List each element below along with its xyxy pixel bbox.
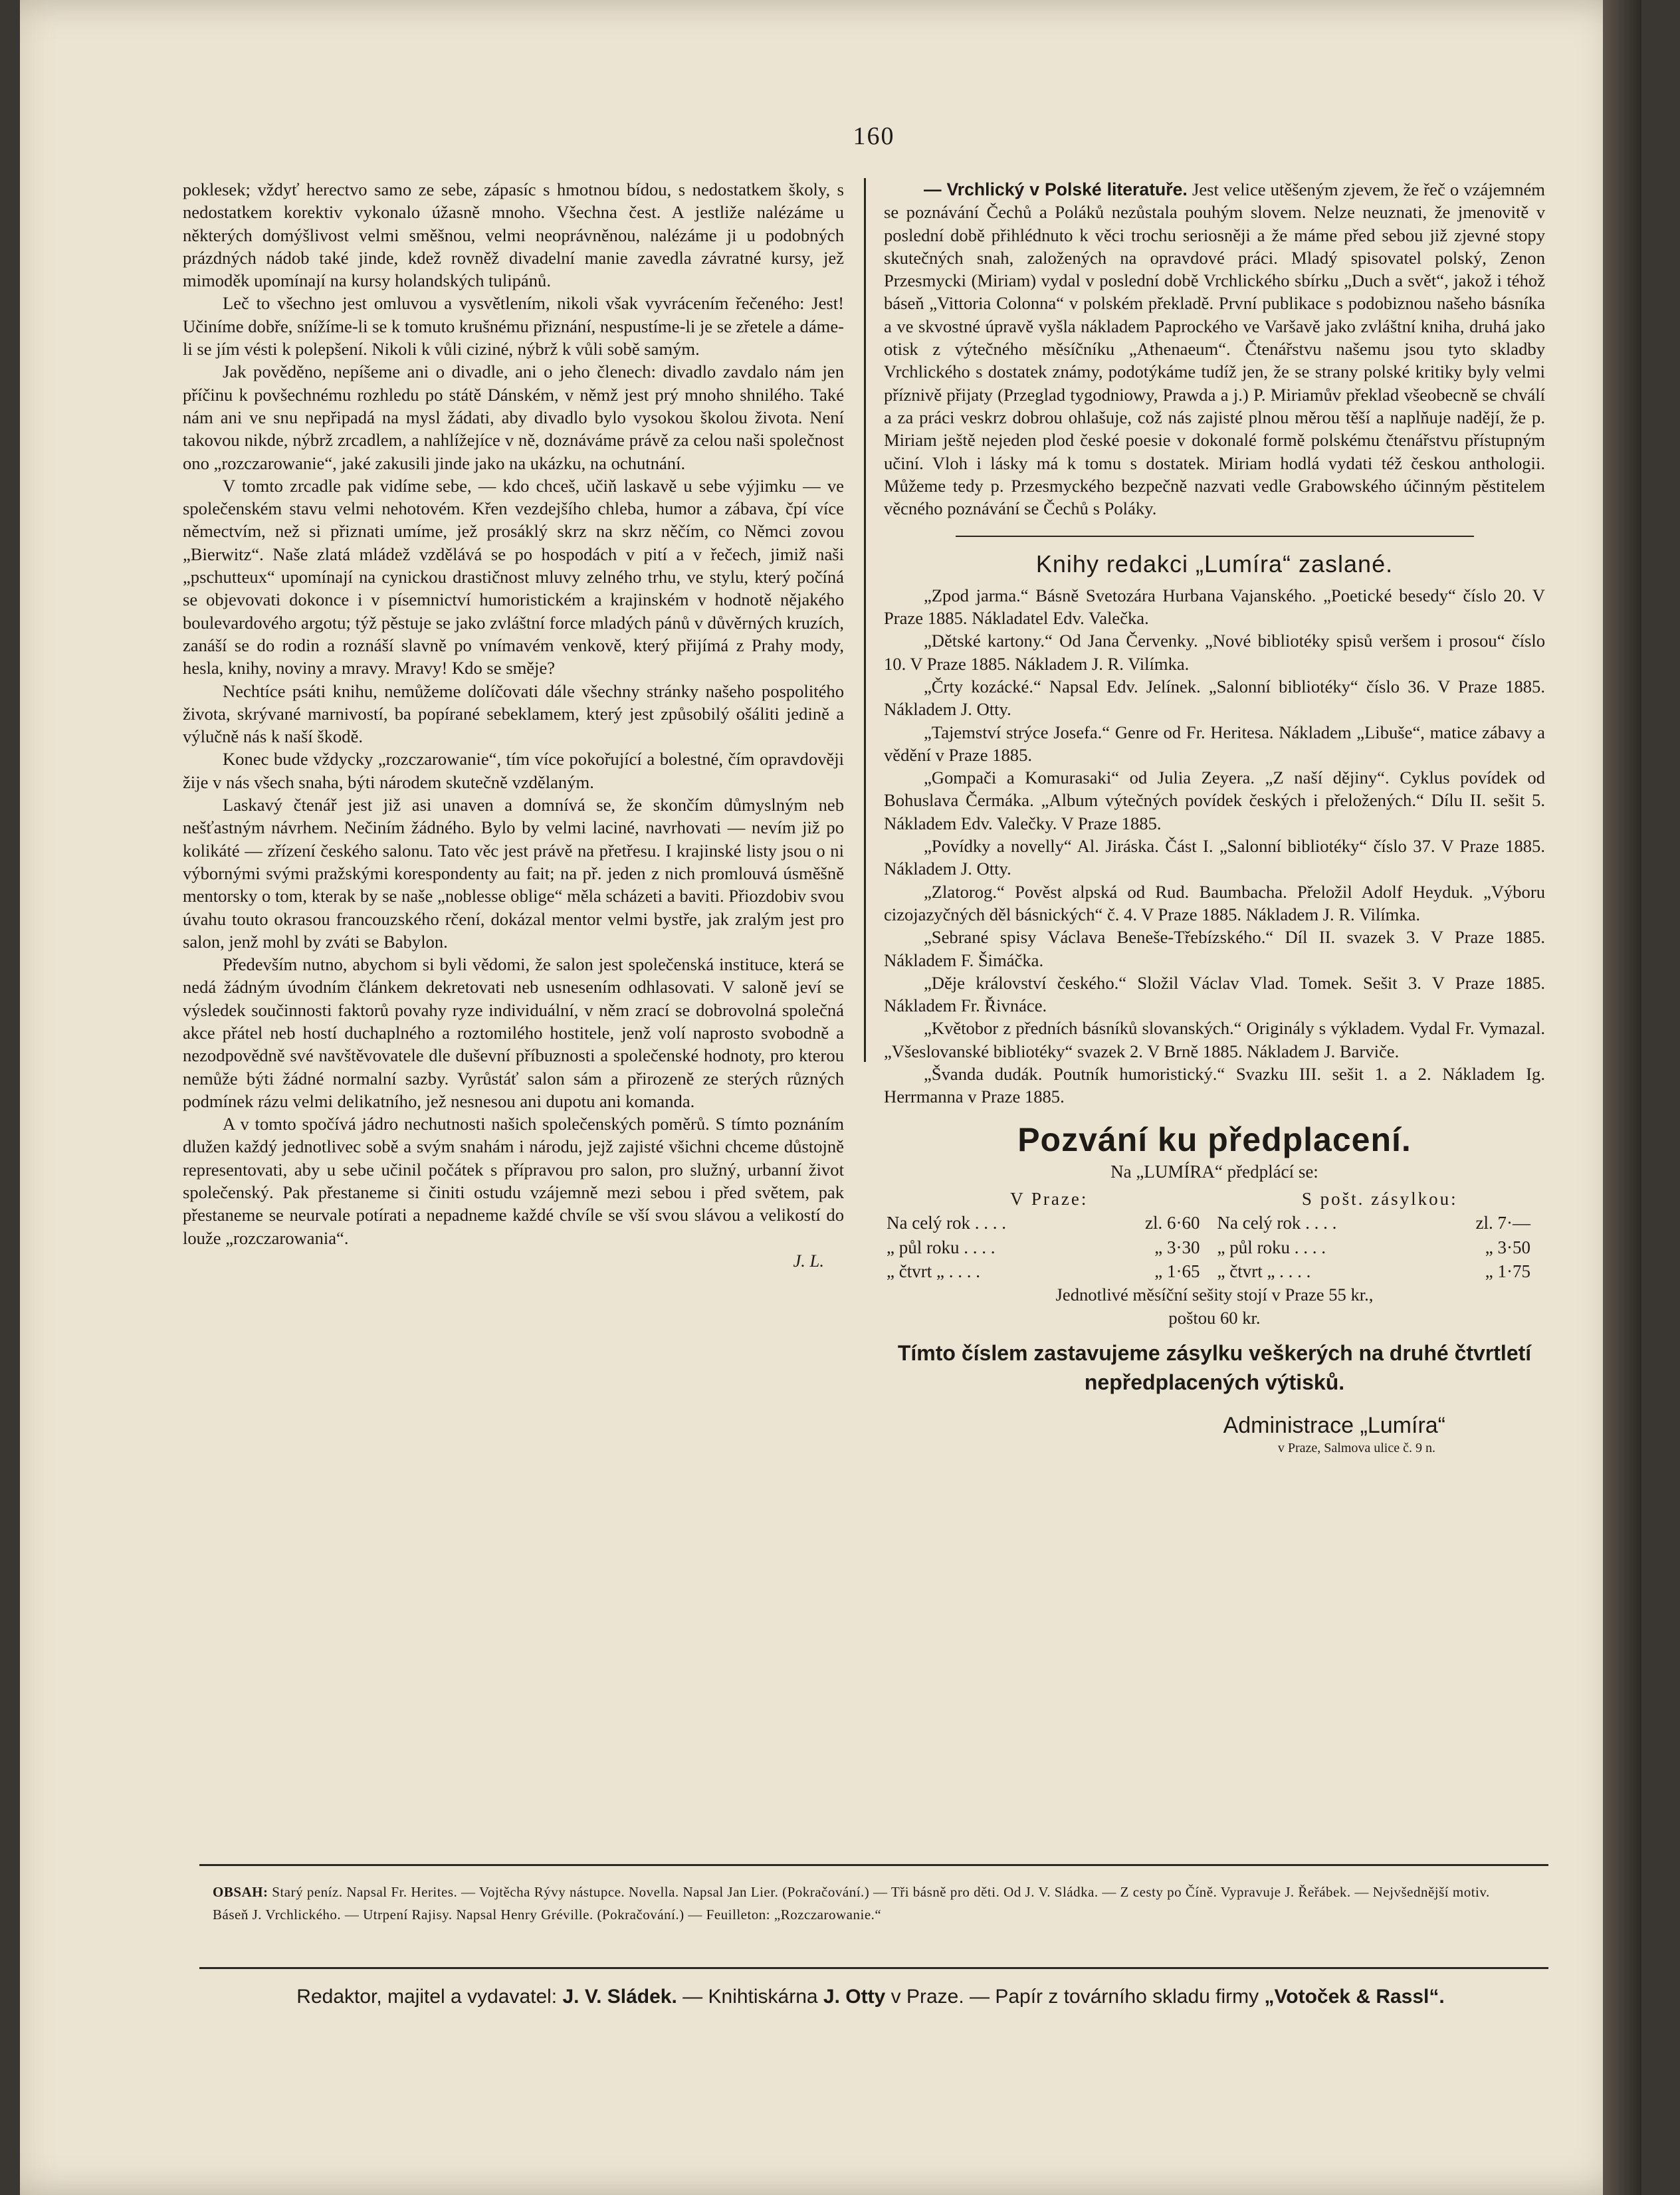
imprint-paper: „Votoček & Rassl“. bbox=[1264, 1986, 1445, 2008]
imprint-prefix: Redaktor, majitel a vydavatel: bbox=[296, 1986, 563, 2008]
imprint-editor: J. V. Sládek. bbox=[562, 1986, 677, 2008]
subscription-title: Pozvání ku předplacení. bbox=[1017, 1120, 1412, 1158]
paragraph: A v tomto spočívá jádro nechutnosti našich společenských poměrů. S tímto poznáním dlužen každý jednotlivec sobě a svým snahám i národu, jejž zajisté všichni chceme důstojně representovati, aby u sebe učinil počátek s přípravou pro salon, pro služný, urbanní život společenský. Pak přestaneme si činiti ostudu vzájemně mezi sebou i před světem, pak přestaneme se neurvale potírati a nepadneme každé chvíle se vší svou slávou a velikostí do louže „rozczarowania“. bbox=[183, 1114, 844, 1248]
paragraph: Laskavý čtenář jest již asi unaven a domnívá se, že skončím důmyslným neb nešťastným návrhem. Nečiním žádného. Bylo by velmi laciné, navrhovati — nevím již po kolikáté — zřízení českého salonu. Tato věc jest právě na přetřesu. I krajinské listy jsou o ni výbornými svými pražskými korespondenty au fait; na př. jeden z nich promlouvá úsměšně mentorsky o tom, kterak by se naše „noblesse oblige“ měla scházeti a baviti. Přiozdobiv svou úvahu touto okrasou francouzského rčení, dokázal mentor velmi bystře, jak zralým jest pro salon, jenž mohl by zváti se Babylon. bbox=[183, 795, 844, 952]
books-title: Knihy redakci „Lumíra“ zaslané. bbox=[1035, 550, 1394, 578]
book-entry: „Tajemství strýce Josefa.“ Genre od Fr. Heritesa. Nákladem „Libuše“, matice zábavy a vědění v Praze 1885. bbox=[884, 722, 1545, 765]
single-issue-post: poštou 60 kr. bbox=[1168, 1307, 1261, 1328]
administration: Administrace „Lumíra“ bbox=[1223, 1412, 1445, 1438]
suspension-notice: Tímto číslem zastavujeme zásylku veškerých na druhé čtvrtletí nepředplacených výtisků. bbox=[897, 1340, 1532, 1394]
section-divider bbox=[956, 536, 1474, 537]
price-value: „ 3·50 bbox=[1485, 1237, 1530, 1257]
vrchlicky-heading: — Vrchlický v Polské literatuře. bbox=[924, 179, 1188, 199]
prague-header: V Praze: bbox=[1010, 1189, 1089, 1209]
imprint bbox=[193, 1986, 1548, 2008]
book-entry: „Dětské kartony.“ Od Jana Červenky. „Nové bibliotéky spisů veršem i prosou“ číslo 10. V Praze 1885. Nákladem J. R. Vilímka. bbox=[884, 631, 1545, 674]
price-label: „ čtvrt „ . . . . bbox=[887, 1261, 980, 1282]
price-row bbox=[884, 1235, 1545, 1259]
journal-page bbox=[20, 0, 1641, 2195]
price-row bbox=[884, 1259, 1545, 1283]
price-table bbox=[884, 1187, 1545, 1283]
paragraph: Leč to všechno jest omluvou a vysvětlením, nikoli však vyvrácením řečeného: Jest! Učiníme dobře, snížíme-li se k tomuto krušnému přiznání, nespustíme-li je se zřetele a dáme-li se jím vésti k polepšení. Nikoli k vůli ciziné, nýbrž k vůli sobě samým. bbox=[183, 293, 844, 360]
price-value: zl. 6·60 bbox=[1145, 1213, 1200, 1233]
price-table-header bbox=[884, 1187, 1545, 1211]
post-header: S pošt. zásylkou: bbox=[1301, 1189, 1458, 1209]
contents-label: OBSAH: bbox=[213, 1884, 268, 1900]
book-entry: „Květobor z předních básníků slovanských.“ Originály s výkladem. Vydal Fr. Vymazal. „Všeslovanské bibliotéky“ svazek 2. V Brně 1885. Nákladem J. Barviče. bbox=[884, 1018, 1545, 1061]
subscription-intro: Na „LUMÍRA“ předplácí se: bbox=[1110, 1161, 1318, 1182]
contents-top-rule bbox=[199, 1864, 1548, 1866]
price-label: Na celý rok . . . . bbox=[887, 1213, 1006, 1233]
contents-text: Starý peníz. Napsal Fr. Herites. — Vojtěcha Rývy nástupce. Novella. Napsal Jan Lier. (Pokračování.) — Tři básně pro děti. Od J. V. Sládka. — Z cesty po Číně. Vypravuje J. Řeřábek. — Nejvšednější motiv. Báseň J. Vrchlického. — Utrpení Rajisy. Napsal Henry Gréville. (Pokračování.) — Feuilleton: „Rozczarowanie.“ bbox=[213, 1884, 1490, 1923]
books-list bbox=[884, 584, 1545, 1108]
book-entry: „Zpod jarma.“ Básně Svetozára Hurbana Vajanského. „Poetické besedy“ číslo 20. V Praze 1885. Nákladatel Edv. Valečka. bbox=[884, 585, 1545, 629]
paragraph: poklesek; vždyť herectvo samo ze sebe, zápasíc s hmotnou bídou, s nedostatkem školy, s nedostatkem korektiv vykonalo úžasně mnoho. Všechna čest. A jestliže nalézáme u některých domýšlivost velmi směšnou, velmi neoprávněnou, nalézáme ji u podobných prázdných nádob také jinde, kdež rovněž divadelní manie zavedla závratné kursy, jež mimoděk upomínají na kursy holandských tulipánů. bbox=[183, 179, 844, 291]
book-entry: „Povídky a novelly“ Al. Jiráska. Část I. „Salonní bibliotéky“ číslo 37. V Praze 1885. Nákladem J. Otty. bbox=[884, 836, 1545, 879]
paragraph: Konec bude vždycky „rozczarowanie“, tím více pokořující a bolestné, čím opravdověji žije v nás všech snaha, býti národem skutečně vzdělaným. bbox=[183, 749, 844, 792]
price-label: Na celý rok . . . . bbox=[1217, 1213, 1337, 1233]
price-value: „ 3·30 bbox=[1154, 1237, 1200, 1257]
book-entry: „Švanda dudák. Poutník humoristický.“ Svazku III. sešit 1. a 2. Nákladem Ig. Herrmanna v Praze 1885. bbox=[884, 1063, 1545, 1107]
imprint-printer: J. Otty bbox=[823, 1986, 886, 2008]
paragraph: Jak pověděno, nepíšeme ani o divadle, ani o jeho členech: divadlo zavdalo nám jen příčinu k povšechnému rozhledu po státě Dánském, v němž jest prý mnoho shnilého. Také nám ani ve snu nepřipadá na mysl žádati, aby divadlo bylo vysokou školou života. Není takovou nikde, nýbrž zrcadlem, a nahlížejíce v ně, doznáváme právě za celou naši společnost ono „rozczarowanie“, jaké zakusili jinde jako na ukázku, na ochutnání. bbox=[183, 362, 844, 473]
vrchlicky-text: Jest velice utěšeným zjevem, že řeč o vzájemném se poznávání Čechů a Poláků nezůstala pouhým slovem. Nelze neuznati, že jmenovitě v poslední době přihlédnuto k věci trochu seriosněji a že máme před sebou již zjevné stopy skutečných snah, založených na opravdové práci. Mladý spisovatel polský, Zenon Przesmycki (Miriam) vydal v poslední době Vrchlického sbírku „Duch a svět“, jakož i téhož báseň „Vittoria Colonna“ v polském překladě. První publikace s podobiznou našeho básníka a ve skvostné úpravě vyšla nákladem Paprockého ve Varšavě jako zvláštní kniha, druhá jako otisk z výtečného měsíčníku „Athenaeum“. Čtenářstvu našemu jsou tyto skladby Vrchlického s dostatek známy, podotýkáme tudíž jen, že se strany polské kritiky byly velmi příznivě přijaty (Przeglad tygodniowy, Prawda a j.) P. Miriamův překlad všeobecně se chválí a za práci veskrz dobrou ohlašuje, což nás zajisté plnou měrou těší a naplňuje nadějí, že p. Miriam ještě nejeden plod české poesie v dokonalé formě polskému čtenářstvu přístupným učiní. Vloh i lásky má k tomu s dostatek. Miriam hodlá vydati též českou anthologii. Můžeme tedy p. Przesmyckého bezpečně nazvati vedle Grabowského účinným pěstitelem věcného poznávání se Čechů s Poláky. bbox=[884, 179, 1545, 519]
price-label: „ půl roku . . . . bbox=[887, 1237, 996, 1257]
author-signature: J. L. bbox=[793, 1250, 824, 1271]
paragraph: Nechtíce psáti knihu, nemůžeme dolíčovati dále všechny stránky našeho pospolitého života, skrývané marnivostí, ba popírané sebeklamem, který jest způsobilý ošáliti jedině a výlučně nás k naší škodě. bbox=[183, 680, 844, 747]
contents-bottom-rule bbox=[199, 1967, 1548, 1969]
paragraph: Především nutno, abychom si byli vědomi, že salon jest společenská instituce, která se nedá žádným úvodním článkem dekretovati neb usnesením odhlasovati. V saloně jeví se výsledek součinnosti faktorů povahy ryze individuální, v něm zrací se dobrovolná společná akce přátel neb hostí duchaplného a roztomilého hostitele, jenž volí naprosto svobodně a nezodpovědně své navštěvovatele dle duševní příbuznosti a společenské hodnoty, pro kterou nemůže býti žádné normalní sazby. Vyrůstáť salon sám a přirozeně ze sterých různých podmínek rázu velmi delikatního, jež nesnesou ani dupotu ani komanda. bbox=[183, 954, 844, 1111]
price-row bbox=[884, 1211, 1545, 1235]
page-number: 160 bbox=[853, 122, 895, 150]
imprint-middle: — Knihtiskárna bbox=[677, 1986, 823, 2008]
price-value: zl. 7·— bbox=[1475, 1213, 1530, 1233]
book-entry: „Črty kozácké.“ Napsal Edv. Jelínek. „Salonní bibliotéky“ číslo 36. V Praze 1885. Nákladem J. Otty. bbox=[884, 676, 1545, 720]
left-column bbox=[183, 178, 844, 1272]
table-of-contents bbox=[213, 1881, 1528, 1926]
book-entry: „Gompači a Komurasaki“ od Julia Zeyera. „Z naší dějiny“. Cyklus povídek od Bohuslava Čermáka. „Album výtečných povídek českých i přeložených.“ Dílu II. sešit 5. Nákladem Edv. Valečky. V Praze 1885. bbox=[884, 768, 1545, 833]
single-issue-price: Jednotlivé měsíční sešity stojí v Praze 55 kr., bbox=[1055, 1285, 1374, 1305]
book-entry: „Zlatorog.“ Pověst alpská od Rud. Baumbacha. Přeložil Adolf Heyduk. „Výboru cizojazyčných děl básnických“ č. 4. V Praze 1885. Nákladem J. R. Vilímka. bbox=[884, 881, 1545, 924]
right-column bbox=[884, 178, 1545, 1460]
price-label: „ čtvrt „ . . . . bbox=[1217, 1261, 1311, 1282]
imprint-after-printer: v Praze. — Papír z továrního skladu firmy bbox=[885, 1986, 1265, 2008]
price-label: „ půl roku . . . . bbox=[1217, 1237, 1326, 1257]
column-divider bbox=[864, 178, 866, 1062]
book-entry: „Děje království českého.“ Složil Václav Vlad. Tomek. Sešit 3. V Praze 1885. Nákladem Fr. Řivnáce. bbox=[884, 972, 1545, 1016]
price-value: „ 1·65 bbox=[1154, 1261, 1200, 1282]
price-value: „ 1·75 bbox=[1485, 1261, 1530, 1282]
vrchlicky-notice bbox=[884, 178, 1545, 520]
paragraph: V tomto zrcadle pak vidíme sebe, — kdo chceš, učiň laskavě u sebe výjimku — ve společenském stavu velmi nehotovém. Křen vezdejšího chleba, humor a zábava, čpí více němectvím, než si přiznati umíme, jež prosáklý skrz na skrz něčím, co Němci zovou „Bierwitz“. Naše zlatá mládež vzdělává se po hospodách v pití a v řečech, jimiž naši „pschutteux“ upomínají na cynickou drastičnost mluvy zelného trhu, ve stylu, který počíná se objevovati dokonce i v písemnictví humoristickém a krajinském v hodnotě nějakého boulevardového argotu; týž pěstuje se jako zvláštní force mladých pánů v důvěrných kruzích, zanáší se do rodin a roznáší slavně po vnímavém venkově, který přijímá z Prahy mody, hesla, knihy, noviny a mravy. Mravy! Kdo se směje? bbox=[183, 475, 844, 679]
administration-address: v Praze, Salmova ulice č. 9 n. bbox=[1277, 1441, 1435, 1456]
book-entry: „Sebrané spisy Václava Beneše-Třebízského.“ Díl II. svazek 3. V Praze 1885. Nákladem F. Šimáčka. bbox=[884, 927, 1545, 970]
page-edge-shadow bbox=[1603, 0, 1641, 2195]
